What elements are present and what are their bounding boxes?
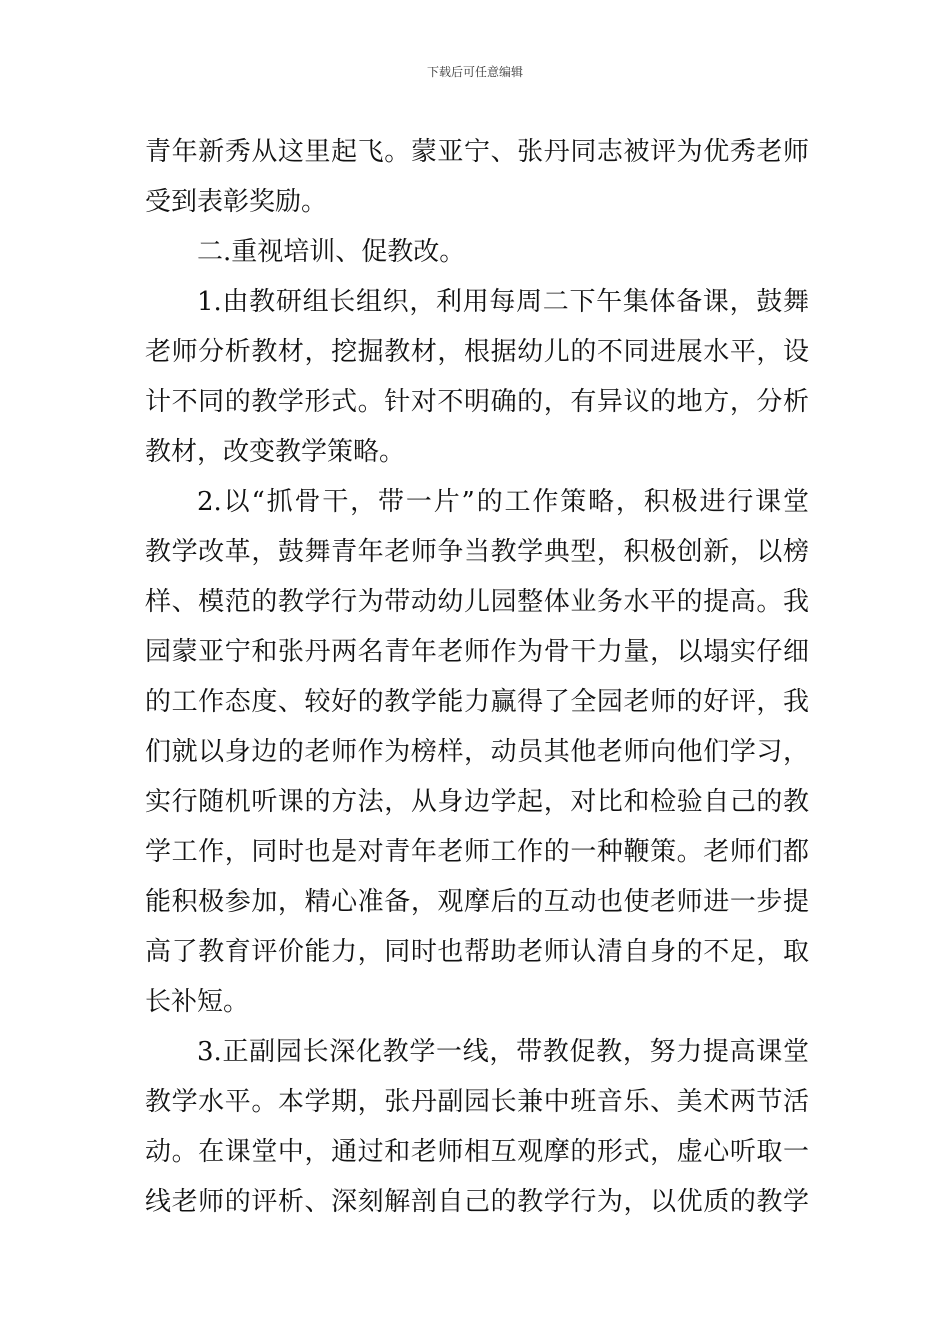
text-line: 老师分析教材，挖掘教材，根据幼儿的不同进展水平，设 [145, 337, 809, 367]
text-line: 学工作，同时也是对青年老师工作的一种鞭策。老师们都 [145, 837, 809, 867]
text-line: 实行随机听课的方法，从身边学起，对比和检验自己的教 [145, 787, 809, 817]
text-line: 教学改革，鼓舞青年老师争当教学典型，积极创新，以榜 [145, 537, 809, 567]
text-line: 教材，改变教学策略。 [145, 437, 406, 467]
text-line: 2.以“抓骨干，带一片”的工作策略，积极进行课堂 [197, 487, 809, 517]
text-line: 们就以身边的老师作为榜样，动员其他老师向他们学习， [145, 737, 809, 767]
text-line: 青年新秀从这里起飞。蒙亚宁、张丹同志被评为优秀老师 [145, 137, 809, 167]
text-line: 1.由教研组长组织，利用每周二下午集体备课，鼓舞 [197, 287, 809, 317]
text-line: 教学水平。本学期，张丹副园长兼中班音乐、美术两节活 [145, 1087, 809, 1117]
document-body [145, 127, 809, 1227]
text-line: 计不同的教学形式。针对不明确的，有异议的地方，分析 [145, 387, 809, 417]
text-line: 园蒙亚宁和张丹两名青年老师作为骨干力量，以塌实仔细 [145, 637, 809, 667]
text-line: 样、模范的教学行为带动幼儿园整体业务水平的提高。我 [145, 587, 809, 617]
text-line: 长补短。 [145, 987, 250, 1017]
text-line: 线老师的评析、深刻解剖自己的教学行为，以优质的教学 [145, 1187, 809, 1217]
text-line: 能积极参加，精心准备，观摩后的互动也使老师进一步提 [145, 887, 809, 917]
text-line: 二.重视培训、促教改。 [197, 237, 466, 267]
text-line: 3.正副园长深化教学一线，带教促教，努力提高课堂 [197, 1037, 809, 1067]
text-line: 的工作态度、较好的教学能力赢得了全园老师的好评，我 [145, 687, 809, 717]
text-line: 动。在课堂中，通过和老师相互观摩的形式，虚心听取一 [145, 1137, 809, 1167]
text-line: 高了教育评价能力，同时也帮助老师认清自身的不足，取 [145, 937, 809, 967]
page-header: 下载后可任意编辑 [426, 65, 523, 79]
text-line: 受到表彰奖励。 [145, 187, 328, 217]
